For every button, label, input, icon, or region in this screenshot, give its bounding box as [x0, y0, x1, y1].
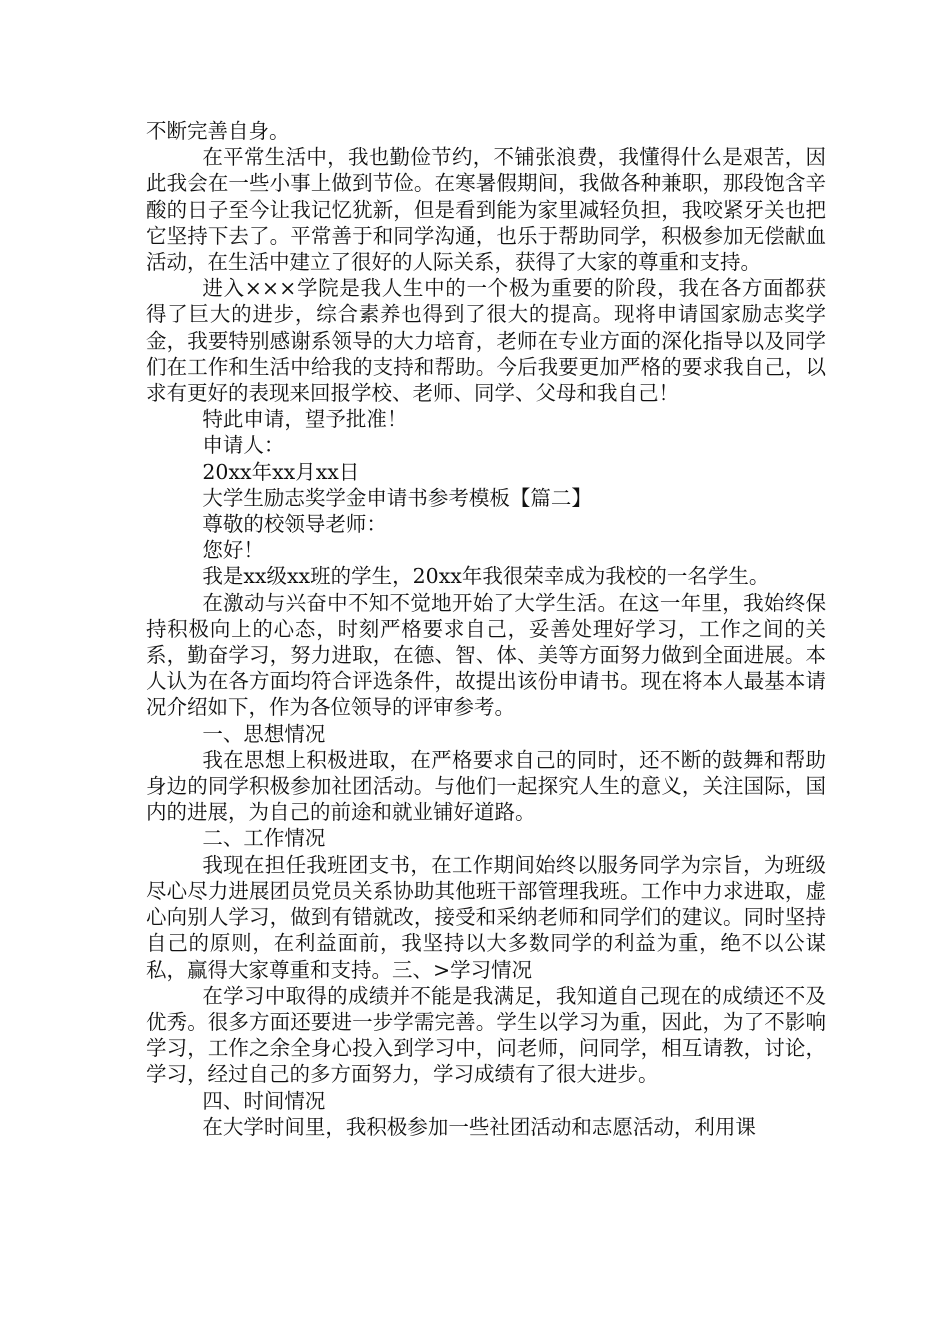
paragraph: 不断完善自身。 — [146, 119, 290, 143]
salutation: 尊敬的校领导老师： — [202, 512, 387, 537]
paragraph: 我在思想上积极进取，在严格要求自己的同时，还不断的鼓舞和帮助身边的同学积极参加社团活动。与他们一起探究人生的意义，关注国际，国内的进展，为自己的前途和就业铺好道路。 — [146, 747, 826, 825]
paragraph: 在平常生活中，我也勤俭节约，不铺张浪费，我懂得什么是艰苦，因此我会在一些小事上做到节俭。在寒暑假期间，我做各种兼职，那段饱含辛酸的日子至今让我记忆犹新，但是看到能为家里减轻负担，我咬紧牙关也把它坚持下去了。平常善于和同学沟通，也乐于帮助同学，积极参加无偿献血活动，在生活中建立了很好的人际关系，获得了大家的尊重和支持。 — [146, 145, 826, 275]
date-line: 20xx年xx月xx日 — [202, 459, 360, 484]
heading-work: 二、工作情况 — [202, 826, 326, 851]
paragraph: 我是xx级xx班的学生，20xx年我很荣幸成为我校的一名学生。 — [202, 564, 770, 589]
applicant-label: 申请人： — [202, 433, 285, 458]
document-page — [146, 118, 826, 1140]
heading-time: 四、时间情况 — [202, 1088, 326, 1113]
paragraph: 我现在担任我班团支书，在工作期间始终以服务同学为宗旨，为班级尽心尽力进展团员党员关系协助其他班干部管理我班。工作中力求进取，虚心向别人学习，做到有错就改，接受和采纳老师和同学们的建议。同时坚持自己的原则，在利益面前，我坚持以大多数同学的利益为重，绝不以公谋私，赢得大家尊重和支持。三、>学习情况 — [146, 852, 826, 982]
paragraph: 在大学时间里，我积极参加一些社团活动和志愿活动，利用课 — [202, 1114, 756, 1139]
paragraph: 在学习中取得的成绩并不能是我满足，我知道自己现在的成绩还不及优秀。很多方面还要进一步学需完善。学生以学习为重，因此，为了不影响学习，工作之余全身心投入到学习中，问老师，问同学，相互请教，讨论，学习，经过自己的多方面努力，学习成绩有了很大进步。 — [146, 983, 826, 1087]
paragraph: 进入×××学院是我人生中的一个极为重要的阶段，我在各方面都获得了巨大的进步，综合素养也得到了很大的提高。现将申请国家励志奖学金，我要特别感谢系领导的大力培育，老师在专业方面的深化指导以及同学们在工作和生活中给我的支持和帮助。今后我要更加严格的要求我自己，以求有更好的表现来回报学校、老师、同学、父母和我自己！ — [146, 276, 826, 406]
closing-request: 特此申请，望予批准！ — [202, 407, 408, 432]
section-title: 大学生励志奖学金申请书参考模板【篇二】 — [202, 485, 592, 510]
greeting: 您好！ — [202, 538, 264, 563]
heading-thought: 一、思想情况 — [202, 721, 326, 746]
paragraph: 在激动与兴奋中不知不觉地开始了大学生活。在这一年里，我始终保持积极向上的心态，时刻严格要求自己，妥善处理好学习，工作之间的关系，勤奋学习，努力进取，在德、智、体、美等方面努力做到全面进展。本人认为在各方面均符合评选条件，故提出该份申请书。现在将本人最基本请况介绍如下，作为各位领导的评审参考。 — [146, 590, 826, 720]
